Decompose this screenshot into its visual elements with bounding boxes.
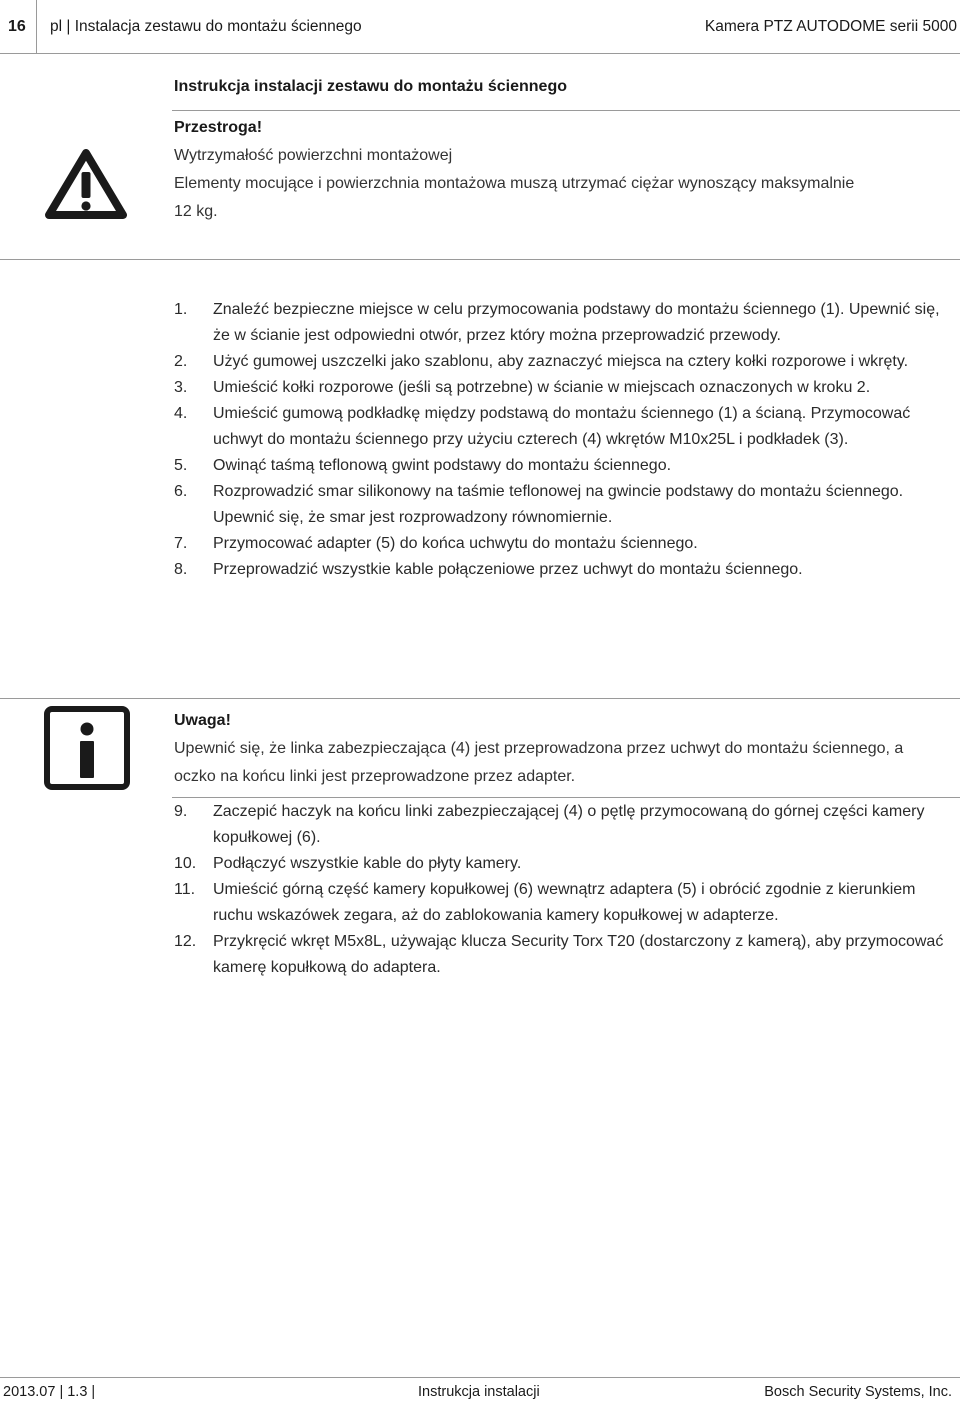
step-text: Umieścić górną część kamery kopułkowej (6) wewnątrz adaptera (5) i obrócić zgodnie z kierunkiem ruchu wskazówek zegara, aż do zablokowania kamery kopułkowej w adapterze.	[213, 881, 916, 924]
note-text: Upewnić się, że linka zabezpieczająca (4) jest przeprowadzona przez uchwyt do montażu ściennego, a oczko na końcu linki jest przeprowadzone przez adapter.	[174, 740, 904, 785]
step-number: 5.	[174, 457, 188, 474]
header-section: pl | Instalacja zestawu do montażu ściennego	[50, 18, 362, 35]
caution-line: 12 kg.	[174, 203, 218, 220]
step-item	[0, 557, 960, 583]
step-number: 2.	[174, 353, 188, 370]
caution-line: Elementy mocujące i powierzchnia montażowa muszą utrzymać ciężar wynoszący maksymalnie	[174, 175, 855, 192]
step-number: 4.	[174, 405, 188, 422]
step-item	[0, 799, 960, 851]
step-item	[0, 453, 960, 479]
step-text: Przymocować adapter (5) do końca uchwytu do montażu ściennego.	[213, 535, 698, 552]
step-number: 6.	[174, 483, 188, 500]
step-number: 12.	[174, 933, 197, 950]
footer-company: Bosch Security Systems, Inc.	[764, 1384, 952, 1400]
step-item	[0, 531, 960, 557]
step-text: Przykręcić wkręt M5x8L, używając klucza Security Torx T20 (dostarczony z kamerą), aby przymocować kamerę kopułkową do adaptera.	[213, 933, 944, 976]
step-text: Znaleźć bezpieczne miejsce w celu przymocowania podstawy do montażu ściennego (1). Upewnić się, że w ścianie jest odpowiedni otwór, przez który można przeprowadzić przewody.	[213, 301, 940, 344]
step-item	[0, 349, 960, 375]
caution-text	[174, 142, 914, 226]
step-item	[0, 851, 960, 877]
page-number: 16	[8, 18, 26, 35]
divider	[172, 110, 960, 111]
step-number: 3.	[174, 379, 188, 396]
divider	[0, 259, 960, 260]
divider	[0, 698, 960, 699]
footer-doc-type: Instrukcja instalacji	[418, 1384, 540, 1400]
step-text: Rozprowadzić smar silikonowy na taśmie teflonowej na gwincie podstawy do montażu ściennego. Upewnić się, że smar jest rozprowadzony równomiernie.	[213, 483, 904, 526]
warning-triangle-icon	[44, 148, 128, 225]
step-text: Użyć gumowej uszczelki jako szablonu, aby zaznaczyć miejsca na cztery kołki rozporowe i wkręty.	[213, 353, 909, 370]
step-item	[0, 297, 960, 349]
page-header	[0, 0, 960, 54]
step-number: 11.	[174, 881, 196, 898]
step-item	[0, 929, 960, 981]
caution-line: Wytrzymałość powierzchni montażowej	[174, 147, 453, 164]
page-footer	[0, 1377, 960, 1405]
step-number: 9.	[174, 803, 188, 820]
step-text: Zaczepić haczyk na końcu linki zabezpieczającej (4) o pętlę przymocowaną do górnej części kamery kopułkowej (6).	[213, 803, 925, 846]
step-item	[0, 401, 960, 453]
step-item	[0, 375, 960, 401]
section-title: Instrukcja instalacji zestawu do montażu ściennego	[174, 78, 567, 95]
step-number: 7.	[174, 535, 188, 552]
footer-version: 2013.07 | 1.3 |	[3, 1384, 96, 1400]
step-text: Podłączyć wszystkie kable do płyty kamery.	[213, 855, 522, 872]
divider	[172, 797, 960, 798]
step-item	[0, 877, 960, 929]
steps-list	[0, 799, 960, 981]
step-item	[0, 479, 960, 531]
step-number: 1.	[174, 301, 188, 318]
step-text: Owinąć taśmą teflonową gwint podstawy do montażu ściennego.	[213, 457, 672, 474]
steps-list	[0, 297, 960, 583]
note-label: Uwaga!	[174, 712, 231, 729]
header-product: Kamera PTZ AUTODOME serii 5000	[704, 18, 957, 35]
step-text: Umieścić kołki rozporowe (jeśli są potrzebne) w ścianie w miejscach oznaczonych w kroku 2.	[213, 379, 871, 396]
caution-label: Przestroga!	[174, 119, 263, 136]
info-icon	[44, 706, 130, 795]
step-text: Umieścić gumową podkładkę między podstawą do montażu ściennego (1) a ścianą. Przymocować uchwyt do montażu ściennego przy użyciu czterech (4) wkrętów M10x25L i podkładek (3).	[213, 405, 911, 448]
step-text: Przeprowadzić wszystkie kable połączeniowe przez uchwyt do montażu ściennego.	[213, 561, 803, 578]
step-number: 10.	[174, 855, 197, 872]
header-divider	[36, 0, 37, 54]
step-number: 8.	[174, 561, 188, 578]
